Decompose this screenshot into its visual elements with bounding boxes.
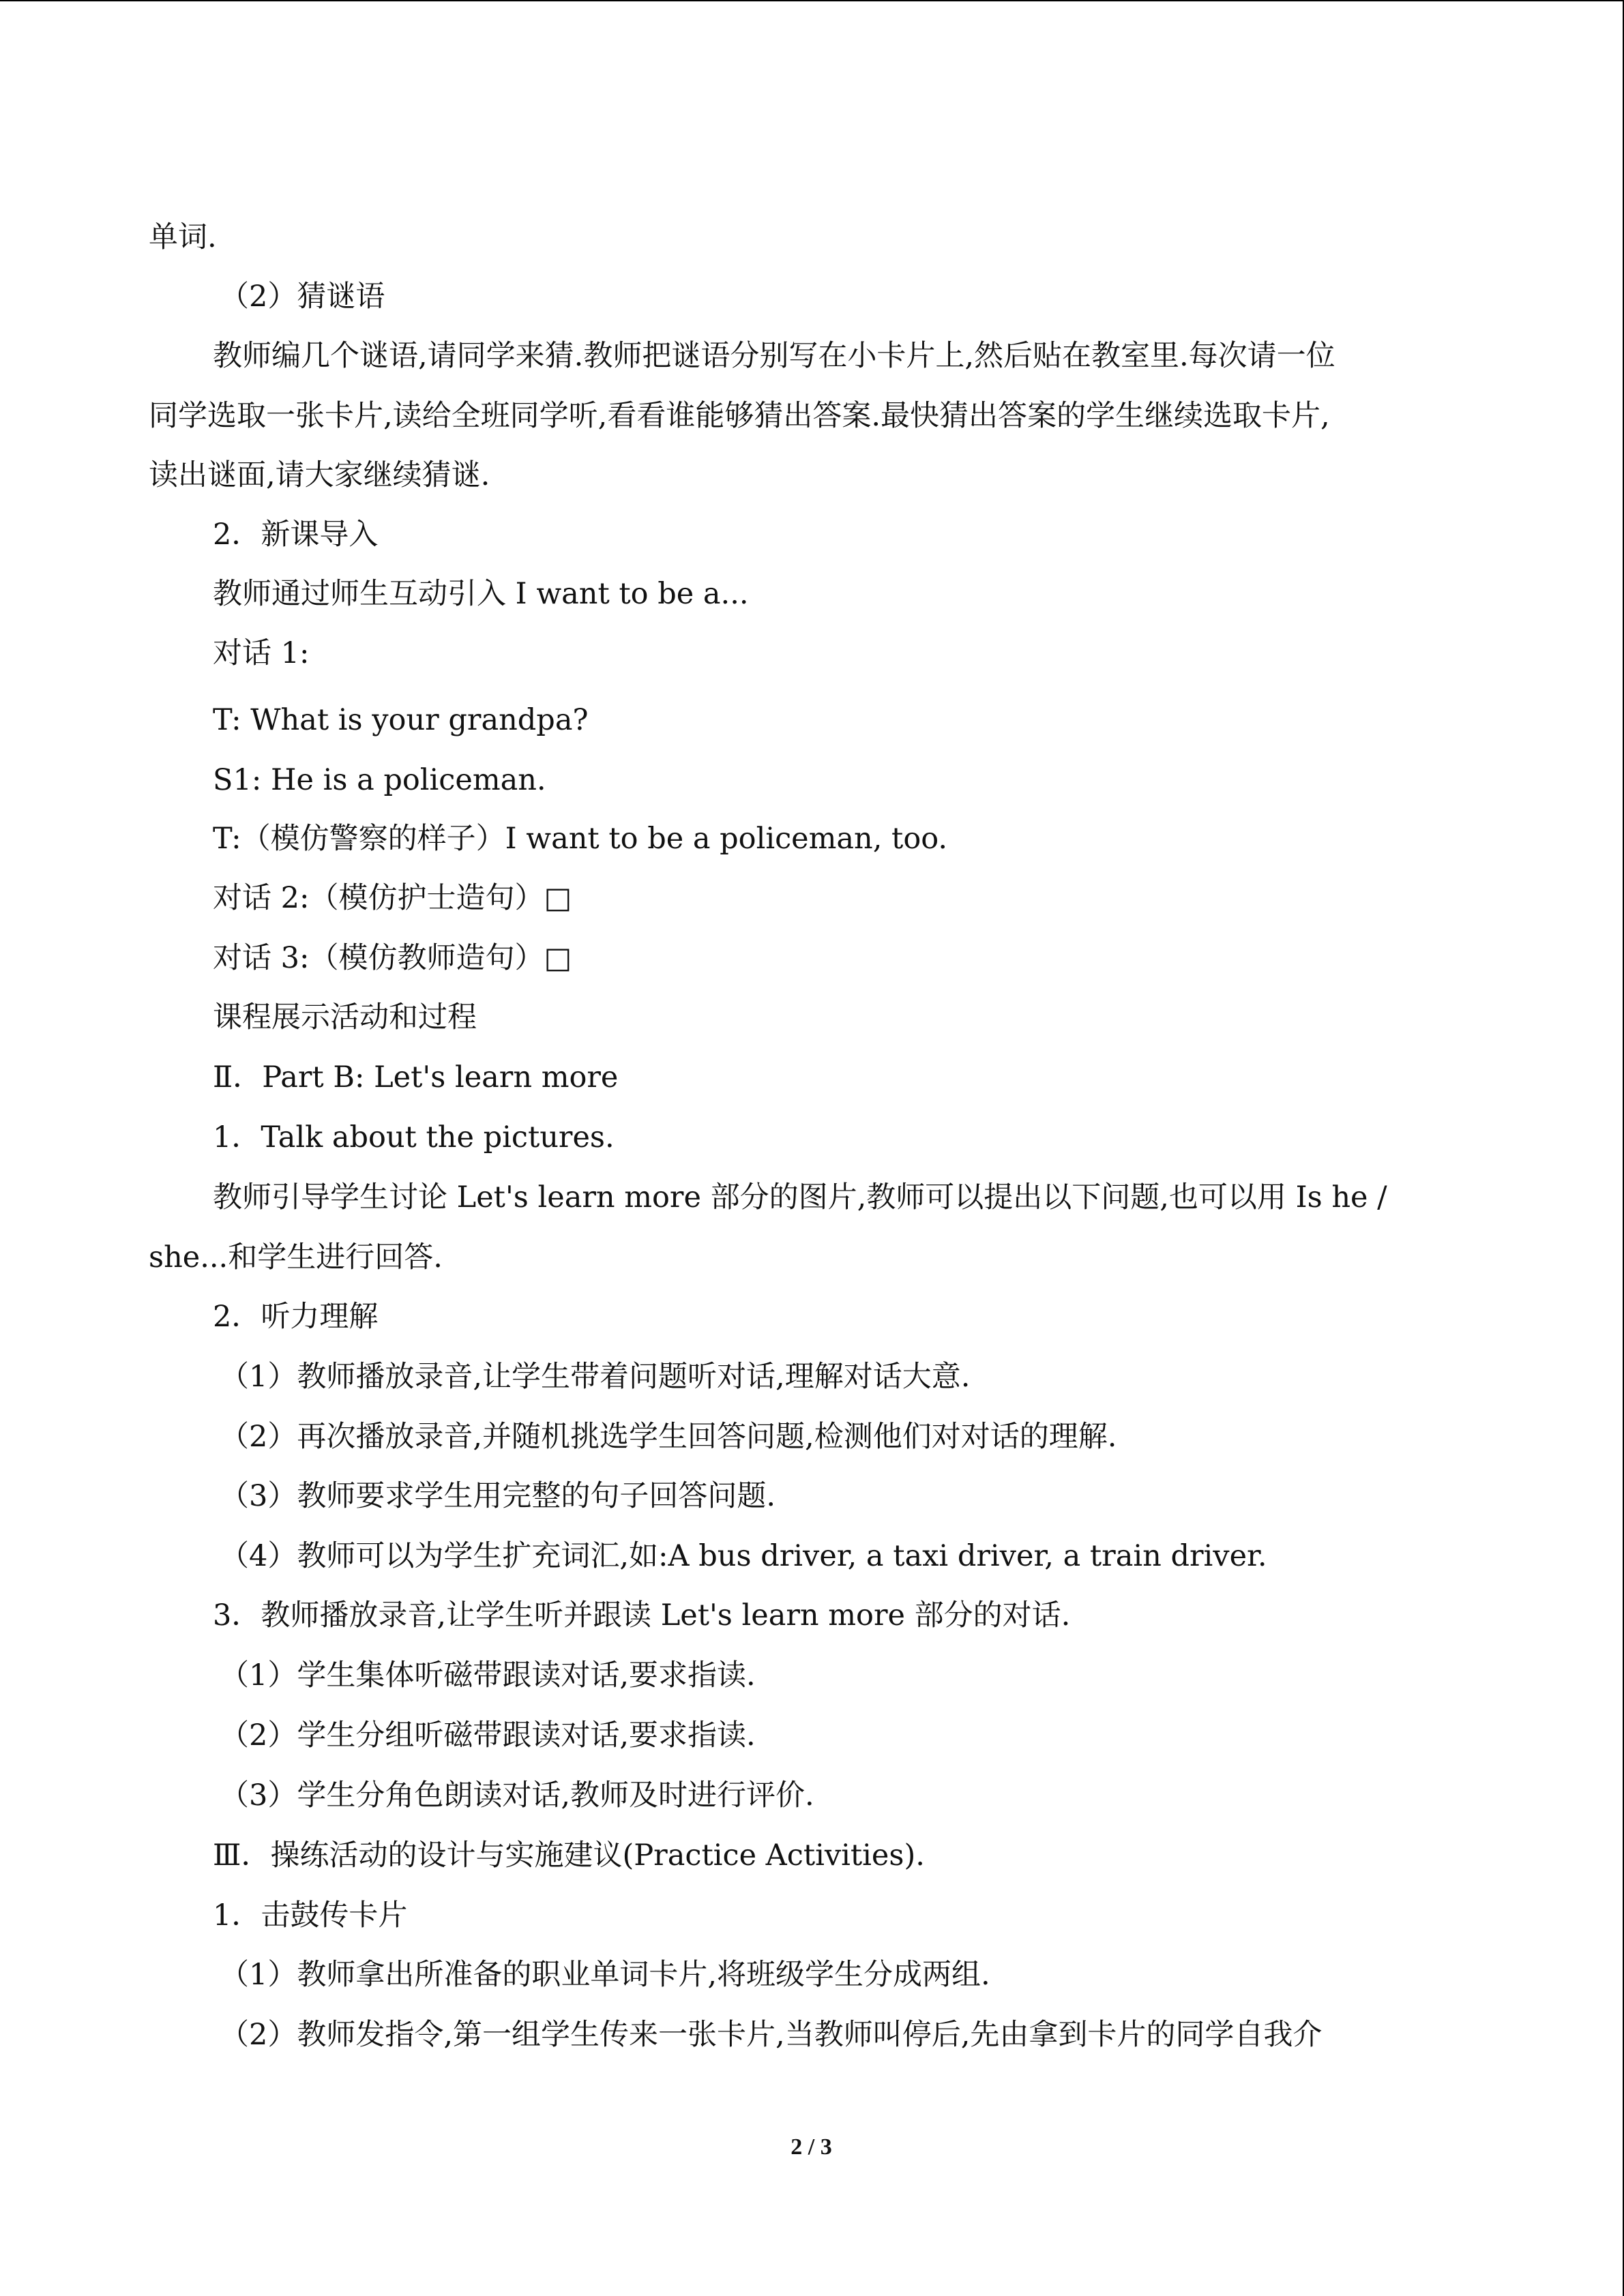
text-line: （2）猜谜语 <box>220 280 385 314</box>
text-line: 2．听力理解 <box>213 1300 379 1334</box>
page-number: 2 / 3 <box>791 2134 832 2160</box>
text-line: （2）教师发指令,第一组学生传来一张卡片,当教师叫停后,先由拿到卡片的同学自我介 <box>220 2018 1323 2052</box>
text-line: （1）教师播放录音,让学生带着问题听对话,理解对话大意. <box>220 1360 971 1394</box>
text-line: 读出谜面,请大家继续猜谜. <box>149 458 490 492</box>
text-line: 教师编几个谜语,请同学来猜.教师把谜语分别写在小卡片上,然后贴在教室里.每次请一位 <box>213 339 1335 373</box>
text-line: S1: He is a policeman. <box>213 763 546 797</box>
text-line: （1）学生集体听磁带跟读对话,要求指读. <box>220 1658 756 1693</box>
text-line: 1．Talk about the pictures. <box>213 1120 615 1154</box>
text-line: （2）学生分组听磁带跟读对话,要求指读. <box>220 1718 756 1753</box>
text-line: T: What is your grandpa? <box>213 703 589 737</box>
text-line: 1．击鼓传卡片 <box>213 1898 408 1933</box>
text-line: 3．教师播放录音,让学生听并跟读 Let's learn more 部分的对话. <box>213 1598 1071 1632</box>
text-line: 单词. <box>149 220 217 254</box>
page-content <box>0 1 1623 2296</box>
text-line: T:（模仿警察的样子）I want to be a policeman, too. <box>213 822 948 856</box>
text-line: 对话 3:（模仿教师造句）□ <box>213 941 572 975</box>
text-line: Ⅱ．Part B: Let's learn more <box>213 1060 619 1094</box>
text-line: （3）教师要求学生用完整的句子回答问题. <box>220 1479 776 1513</box>
text-line: 2．新课导入 <box>213 518 379 552</box>
text-line: 同学选取一张卡片,读给全班同学听,看看谁能够猜出答案.最快猜出答案的学生继续选取卡片, <box>149 399 1330 433</box>
text-line: 对话 1: <box>213 636 310 670</box>
text-line: 教师通过师生互动引入 I want to be a... <box>213 577 749 611</box>
text-line: 对话 2:（模仿护士造句）□ <box>213 881 572 915</box>
text-line: she...和学生进行回答. <box>149 1240 443 1274</box>
text-line: （4）教师可以为学生扩充词汇,如:A bus driver, a taxi driver, a train driver. <box>220 1539 1267 1573</box>
text-line: （1）教师拿出所准备的职业单词卡片,将班级学生分成两组. <box>220 1958 990 1992</box>
text-line: （3）学生分角色朗读对话,教师及时进行评价. <box>220 1778 814 1813</box>
text-line: 课程展示活动和过程 <box>213 1000 477 1034</box>
text-line: 教师引导学生讨论 Let's learn more 部分的图片,教师可以提出以下问题,也可以用 Is he / <box>213 1180 1387 1214</box>
text-line: Ⅲ．操练活动的设计与实施建议(Practice Activities). <box>213 1838 925 1873</box>
text-line: （2）再次播放录音,并随机挑选学生回答问题,检测他们对对话的理解. <box>220 1420 1117 1454</box>
